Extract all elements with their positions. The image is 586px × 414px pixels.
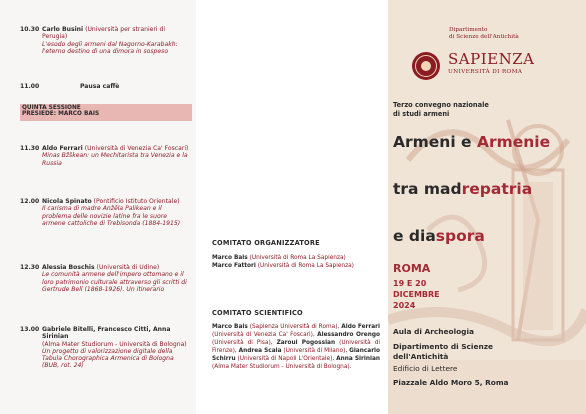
university-name: SAPIENZA [448, 50, 535, 68]
member-affiliation: (Alma Mater Studiorum - Università di Bologna) [212, 364, 350, 370]
talk-title: Minas Bžškean: un Mechitarista tra Venezia e la Russia [42, 152, 188, 167]
member-name: Alessandro Orengo [317, 332, 380, 338]
event-month: DICEMBRE [393, 290, 440, 299]
conference-subtitle-line-1: Terzo convegno nazionale [393, 101, 489, 109]
title-part: tra mad [393, 180, 462, 198]
venue-department: Dipartimento di Scienze [393, 342, 494, 351]
scientific-committee-list: Marco Bais (Sapienza Università di Roma), Aldo Ferrari (Università di Venezia Ca' Foscari), Alessandro Orengo (Università di Pisa), Zaroui Pogossian (Università di Firenze), Andrea Scala (Università di Milano), Giancarlo Schirru (Università di Napoli L'Orientale), Anna Sirinian (Alma Mater Studiorum - Università di Bologna). [212, 324, 381, 370]
member-name: Aldo Ferrari [341, 324, 381, 330]
title-part: e dia [393, 227, 436, 245]
member-name: Marco Fattori [212, 263, 256, 269]
title-part-accent: spora [435, 227, 485, 245]
university-subtitle: UNIVERSITÀ DI ROMA [448, 69, 523, 75]
organizing-committee-list [212, 254, 380, 270]
talk-title: Il carisma di madre Anžēla Palikean e il problema delle novizie latine fra le suore armene cattoliche di Trebisonda (1884-1915) [42, 205, 181, 227]
program-time: 10.30 [20, 26, 40, 33]
organizing-committee-heading: COMITATO ORGANIZZATORE [212, 239, 320, 247]
member-name: Giancarlo Schirru [212, 348, 381, 362]
speaker-name: Alessia Boschis [42, 264, 95, 271]
member-name: Marco Bais [212, 255, 248, 261]
speaker-name: Carlo Busini [42, 26, 84, 33]
venue-department-2: dell'Antichità [393, 352, 449, 361]
department-line-1: Dipartimento [449, 27, 488, 33]
session-chair: PRESIEDE: MARCO BAIS [22, 111, 100, 117]
scientific-committee-heading: COMITATO SCIENTIFICO [212, 309, 303, 317]
member-affiliation: (Università di Milano) [283, 348, 346, 354]
session-title: QUINTA SESSIONE [22, 105, 81, 111]
talk-title: Le comunità armene dell'impero ottomano e il loro patrimonio culturale attraverso gli scritti di Gertrude Bell (1868-1926). Un itinerario [42, 271, 187, 293]
break-label: Pausa caffè [80, 83, 120, 90]
title-line-1 [393, 133, 550, 151]
title-part-accent: Armenie [476, 133, 551, 151]
talk-title: L'esodo degli armeni dal Nagorno-Karabakh: l'eterno destino di una dimora in sospeso [42, 40, 178, 55]
member-name: Zaroui Pogossian [276, 340, 336, 346]
conference-subtitle-line-2: di studi armeni [393, 110, 450, 118]
venue-building: Edificio di Lettere [393, 364, 458, 373]
title-part: Armeni e [393, 133, 477, 151]
member-affiliation: (Università di Roma La Sapienza) [257, 263, 354, 269]
speaker-name: Aldo Ferrari [42, 145, 83, 152]
seal-core [421, 61, 431, 71]
session-band [20, 104, 192, 121]
event-year: 2024 [393, 301, 416, 310]
program-time: 13.00 [20, 326, 40, 333]
speaker-affiliation: (Università di Udine) [96, 264, 160, 271]
member-name: Anna Sirinian [336, 356, 380, 362]
program-time: 12.30 [20, 264, 40, 271]
speaker-affiliation: (Università di Venezia Ca' Foscari) [84, 145, 189, 152]
department-line-2: di Scienze dell'Antichità [449, 34, 519, 41]
program-time: 11.30 [20, 145, 40, 152]
program-time: 12.00 [20, 198, 40, 205]
speaker-affiliation: (Alma Mater Studiorum - Università di Bologna) [42, 340, 187, 348]
event-days: 19 E 20 [393, 279, 427, 288]
member-name: Andrea Scala [238, 348, 282, 354]
title-line-2 [393, 180, 532, 198]
title-part-accent: repatria [461, 180, 533, 198]
speaker-name: Nicola Spinato [42, 198, 92, 205]
member-name: Marco Bais [212, 324, 248, 330]
member-affiliation: (Università di Roma La Sapienza) [249, 255, 346, 261]
university-seal-logo [412, 52, 440, 80]
speaker-affiliation: (Università per stranieri di Perugia) [42, 26, 166, 41]
member-affiliation: (Università di Venezia Ca' Foscari) [212, 332, 313, 338]
venue-address: Piazzale Aldo Moro 5, Roma [393, 378, 509, 387]
member-affiliation: (Università di Napoli L'Orientale) [237, 356, 333, 362]
member-affiliation: (Sapienza Università di Roma) [249, 324, 338, 330]
member-affiliation: (Università di Firenze) [212, 340, 381, 354]
member-affiliation: (Università di Pisa) [212, 340, 271, 346]
venue-room: Aula di Archeologia [393, 327, 474, 336]
department-name [449, 27, 519, 42]
title-line-3 [393, 227, 485, 245]
speaker-name: Gabriele Bitelli, Francesco Citti, Anna Sirinian [42, 326, 171, 341]
event-city: ROMA [393, 262, 431, 275]
talk-title: Un progetto di valorizzazione digitale della Tabula Chorographica Armenica di Bologna (BUB, rot. 24) [42, 347, 174, 370]
speaker-affiliation: (Pontificio Istituto Orientale) [93, 198, 180, 205]
conference-subtitle [393, 101, 489, 119]
program-time: 11.00 [20, 83, 40, 90]
